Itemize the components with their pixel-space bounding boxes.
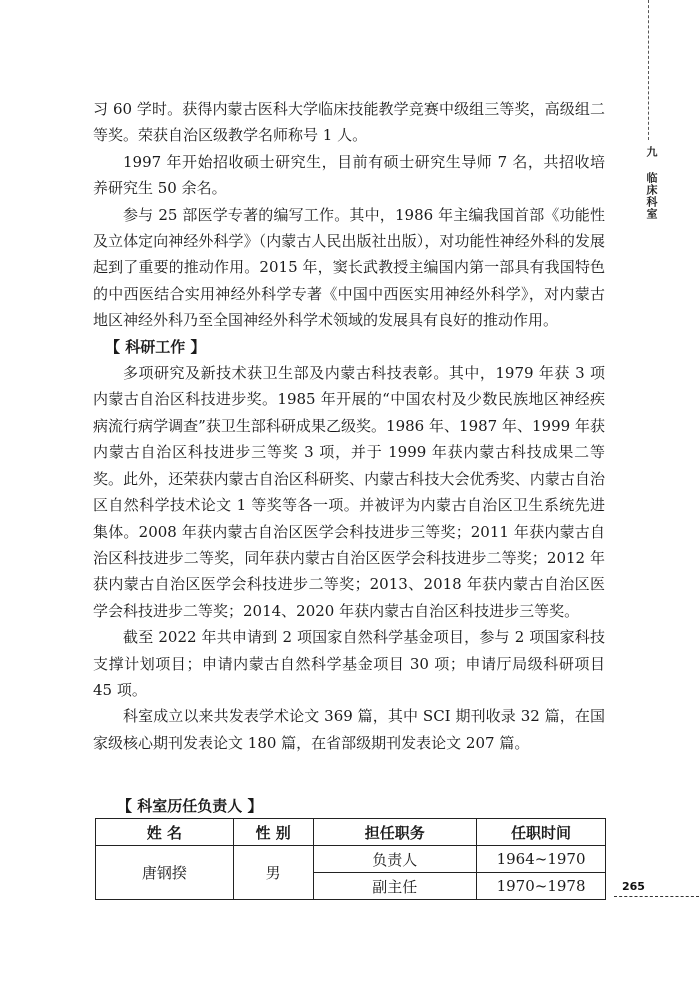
paragraph-publications: 科室成立以来共发表学术论文 369 篇，其中 SCI 期刊收录 32 篇，在国家级核心期刊发表论文 180 篇，在省部级期刊发表论文 207 篇。 bbox=[93, 707, 605, 752]
paragraph-research-awards: 多项研究及新技术获卫生部及内蒙古科技表彰。其中，1979 年获 3 项内蒙古自治区科技进步奖。1985 年开展的“中国农村及少数民族地区神经疾病流行病学调查”获卫生部科研成果乙级奖。1986 年、1987 年、1999 年获内蒙古自治区科技进步三等奖 3 项，并于 1999 年获内蒙古科技成果二等奖。此外，还荣获内蒙古自治区科研奖、内蒙古科技大会优秀奖、内蒙古自治区自然科学技术论文 1 等奖等各一项。并被评为内蒙古自治区卫生系统先进集体。2008 年获内蒙古自治区医学会科技进步三等奖；2011 年获内蒙古自治区科技进步二等奖，同年获内蒙古自治区医学会科技进步二等奖；2012 年获内蒙古自治区医学会科技进步二等奖；2013、2018 年获内蒙古自治区医学会科技进步二等奖；2014、2020 年获内蒙古自治区科技进步三等奖。 bbox=[93, 364, 605, 620]
header-gender: 性 别 bbox=[233, 819, 313, 846]
table-header-row bbox=[96, 819, 606, 846]
paragraph-graduate: 1997 年开始招收硕士研究生，目前有硕士研究生导师 7 名，共招收培养研究生 50 余名。 bbox=[93, 152, 605, 198]
cell-name: 唐钢揆 bbox=[96, 846, 234, 900]
header-tenure: 任职时间 bbox=[477, 819, 606, 846]
table-row bbox=[96, 846, 606, 873]
leaders-table bbox=[95, 818, 606, 900]
cell-position: 副主任 bbox=[313, 873, 477, 900]
paragraph-funding: 截至 2022 年共申请到 2 项国家自然科学基金项目，参与 2 项国家科技支撑计划项目；申请内蒙古自然科学基金项目 30 项；申请厅局级科研项目 45 项。 bbox=[93, 628, 605, 699]
research-heading: 【 科研工作 】 bbox=[105, 337, 206, 356]
cell-position: 负责人 bbox=[313, 846, 477, 873]
cell-gender: 男 bbox=[233, 846, 313, 900]
paragraph-teaching: 习 60 学时。获得内蒙古医科大学临床技能教学竞赛中级组三等奖，高级组二等奖。荣获自治区级教学名师称号 1 人。 bbox=[93, 100, 605, 145]
header-name: 姓 名 bbox=[96, 819, 234, 846]
body-text bbox=[93, 96, 605, 756]
paragraph-monographs: 参与 25 部医学专著的编写工作。其中，1986 年主编我国首部《功能性及立体定向神经外科学》（内蒙古人民出版社出版），对功能性神经外科的发展起到了重要的推动作用。2015 年，窦长武教授主编国内第一部具有我国特色的中西医结合实用神经外科学专著《中国中西医实用神经外科学》，对内蒙古地区神经外科乃至全国神经外科学术领域的发展具有良好的推动作用。 bbox=[93, 205, 605, 330]
margin-dashed-rule bbox=[648, 0, 649, 140]
folio-dashed-rule bbox=[614, 896, 699, 897]
page-number: 265 bbox=[622, 880, 645, 893]
cell-tenure: 1970~1978 bbox=[477, 873, 606, 900]
chapter-label: 九 临床科室 bbox=[645, 146, 658, 220]
header-position: 担任职务 bbox=[313, 819, 477, 846]
cell-tenure: 1964~1970 bbox=[477, 846, 606, 873]
leaders-heading: 【 科室历任负责人 】 bbox=[117, 797, 263, 815]
